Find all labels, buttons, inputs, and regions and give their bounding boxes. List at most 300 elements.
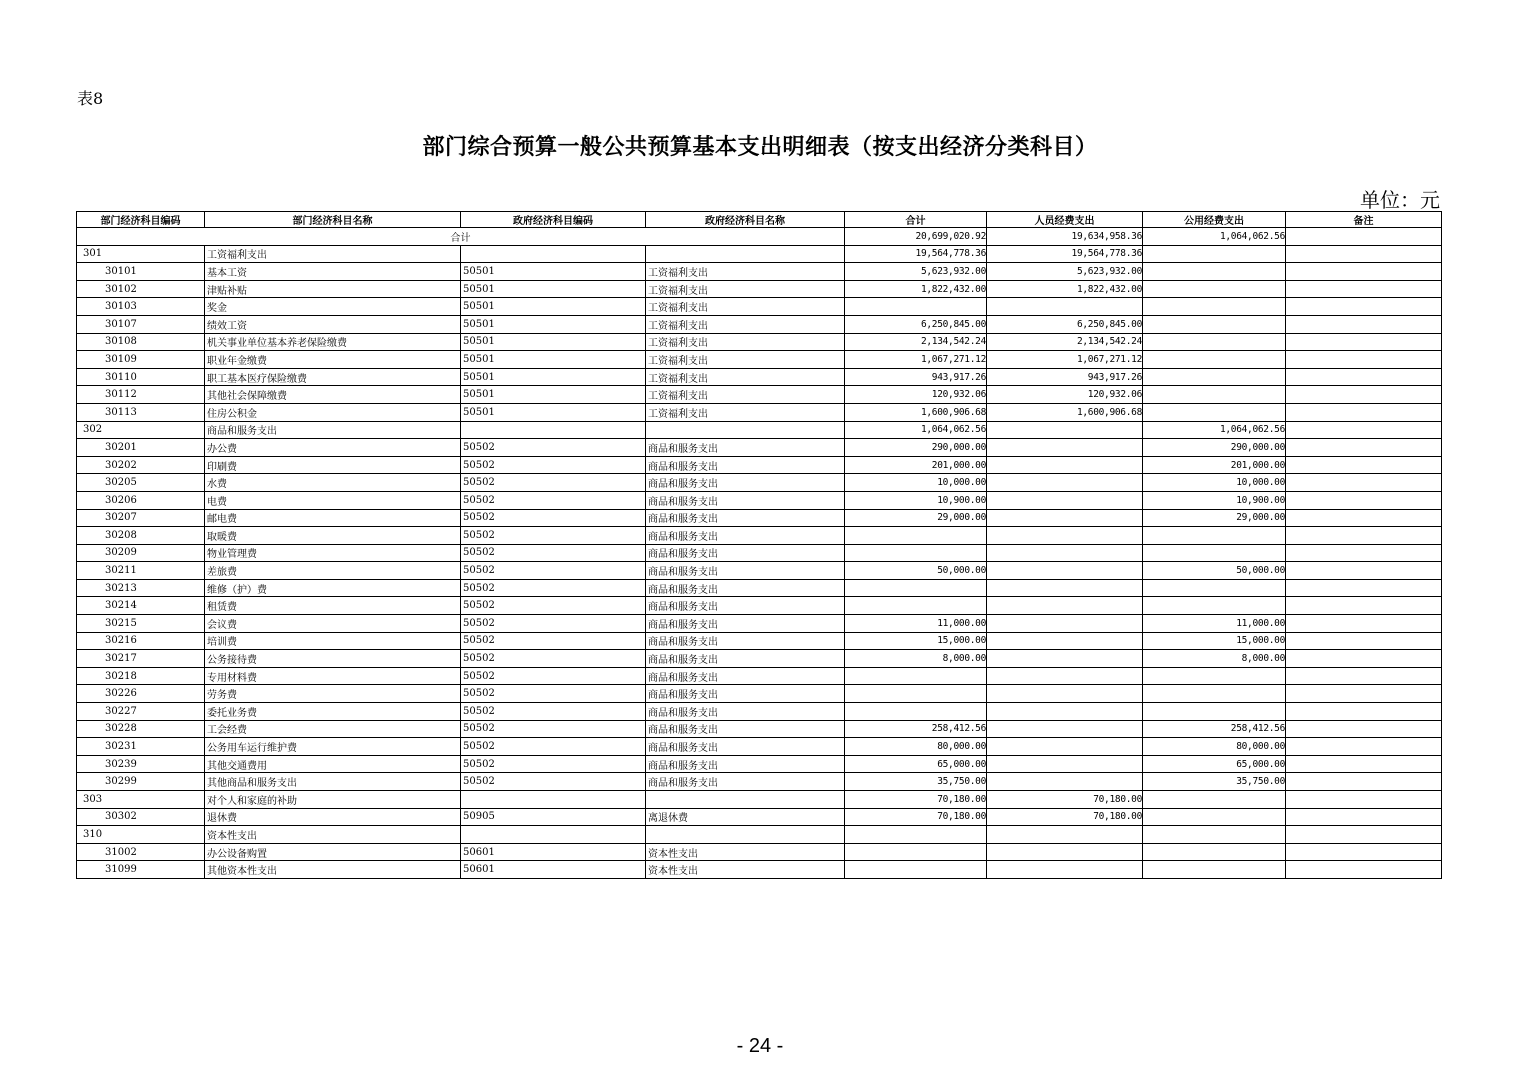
public-amount [1143,579,1286,597]
total-amount [845,826,987,844]
page-title: 部门综合预算一般公共预算基本支出明细表（按支出经济分类科目） [422,134,1098,160]
account-code: 30109 [77,351,205,369]
table-row [77,615,1442,633]
gov-name: 资本性支出 [646,861,845,879]
account-code: 30231 [77,738,205,756]
account-code: 30205 [77,474,205,492]
table-row [77,368,1442,386]
gov-code: 50501 [461,368,646,386]
account-name: 会议费 [205,615,461,633]
total-amount: 70,180.00 [845,808,987,826]
gov-code: 50502 [461,632,646,650]
account-code: 30103 [77,298,205,316]
account-name: 其他资本性支出 [205,861,461,879]
public-amount [1143,280,1286,298]
table-row [77,720,1442,738]
personnel-amount [987,544,1143,562]
gov-name: 商品和服务支出 [646,509,845,527]
gov-code: 50502 [461,527,646,545]
account-code: 30215 [77,615,205,633]
column-header: 合计 [845,212,987,228]
account-code: 30239 [77,755,205,773]
gov-name: 工资福利支出 [646,386,845,404]
note [1286,720,1442,738]
account-code: 30226 [77,685,205,703]
public-amount [1143,808,1286,826]
public-amount: 8,000.00 [1143,650,1286,668]
gov-name: 商品和服务支出 [646,685,845,703]
note [1286,421,1442,439]
gov-name: 商品和服务支出 [646,703,845,721]
account-name: 其他交通费用 [205,755,461,773]
account-code: 30113 [77,403,205,421]
account-name: 绩效工资 [205,315,461,333]
public-amount: 10,000.00 [1143,474,1286,492]
personnel-amount [987,632,1143,650]
note [1286,439,1442,457]
budget-table [76,211,1442,879]
account-name: 委托业务费 [205,703,461,721]
table-row [77,386,1442,404]
account-name: 培训费 [205,632,461,650]
account-name: 印刷费 [205,456,461,474]
gov-code: 50502 [461,615,646,633]
table-row [77,667,1442,685]
note [1286,456,1442,474]
total-amount [845,667,987,685]
public-amount [1143,685,1286,703]
account-name: 基本工资 [205,263,461,281]
account-code: 30207 [77,509,205,527]
account-code: 30108 [77,333,205,351]
unit-label: 单位：元 [1360,188,1440,212]
account-code: 30101 [77,263,205,281]
personnel-amount [987,456,1143,474]
gov-code: 50501 [461,386,646,404]
personnel-amount: 70,180.00 [987,808,1143,826]
gov-code: 50502 [461,562,646,580]
gov-name: 工资福利支出 [646,403,845,421]
note [1286,773,1442,791]
personnel-amount [987,474,1143,492]
total-amount: 29,000.00 [845,509,987,527]
public-amount: 290,000.00 [1143,439,1286,457]
gov-name: 资本性支出 [646,843,845,861]
account-code: 30211 [77,562,205,580]
gov-name [646,791,845,809]
gov-name: 商品和服务支出 [646,597,845,615]
gov-name: 商品和服务支出 [646,527,845,545]
public-amount: 65,000.00 [1143,755,1286,773]
gov-name: 商品和服务支出 [646,456,845,474]
note [1286,491,1442,509]
total-amount [845,843,987,861]
gov-code: 50502 [461,650,646,668]
public-amount [1143,527,1286,545]
public-amount [1143,315,1286,333]
note [1286,544,1442,562]
total-amount: 1,064,062.56 [845,421,987,439]
account-name: 机关事业单位基本养老保险缴费 [205,333,461,351]
total-amount [845,298,987,316]
total-amount [845,597,987,615]
personnel-amount [987,562,1143,580]
account-name: 奖金 [205,298,461,316]
public-amount: 10,900.00 [1143,491,1286,509]
gov-code: 50501 [461,298,646,316]
gov-name: 商品和服务支出 [646,755,845,773]
total-amount: 2,134,542.24 [845,333,987,351]
public-amount [1143,703,1286,721]
account-code: 30217 [77,650,205,668]
table-row [77,351,1442,369]
note [1286,615,1442,633]
gov-name: 商品和服务支出 [646,474,845,492]
gov-name: 工资福利支出 [646,315,845,333]
gov-code: 50905 [461,808,646,826]
account-name: 退休费 [205,808,461,826]
total-amount: 20,699,020.92 [845,228,987,246]
total-amount: 290,000.00 [845,439,987,457]
note [1286,632,1442,650]
gov-code: 50502 [461,509,646,527]
gov-name: 商品和服务支出 [646,491,845,509]
note [1286,738,1442,756]
account-name: 差旅费 [205,562,461,580]
total-amount: 15,000.00 [845,632,987,650]
gov-code: 50501 [461,333,646,351]
gov-name: 商品和服务支出 [646,562,845,580]
public-amount: 1,064,062.56 [1143,421,1286,439]
personnel-amount: 1,067,271.12 [987,351,1143,369]
public-amount [1143,544,1286,562]
total-personnel: 19,634,958.36 [987,228,1143,246]
table-row [77,245,1442,263]
public-amount: 29,000.00 [1143,509,1286,527]
personnel-amount: 6,250,845.00 [987,315,1143,333]
account-code: 30107 [77,315,205,333]
public-amount [1143,298,1286,316]
account-code: 31099 [77,861,205,879]
note [1286,843,1442,861]
total-amount: 943,917.26 [845,368,987,386]
account-name: 办公费 [205,439,461,457]
table-row [77,650,1442,668]
personnel-amount [987,826,1143,844]
table-row [77,738,1442,756]
account-name: 资本性支出 [205,826,461,844]
public-amount: 11,000.00 [1143,615,1286,633]
note [1286,298,1442,316]
total-amount: 11,000.00 [845,615,987,633]
public-amount: 50,000.00 [1143,562,1286,580]
account-name: 公务接待费 [205,650,461,668]
account-code: 30208 [77,527,205,545]
total-amount: 10,000.00 [845,474,987,492]
table-row [77,632,1442,650]
personnel-amount: 2,134,542.24 [987,333,1143,351]
note [1286,280,1442,298]
note [1286,263,1442,281]
account-code: 30213 [77,579,205,597]
gov-code: 50502 [461,456,646,474]
public-amount [1143,597,1286,615]
table-row [77,703,1442,721]
gov-code [461,421,646,439]
gov-name: 工资福利支出 [646,298,845,316]
gov-name: 商品和服务支出 [646,615,845,633]
table-row [77,579,1442,597]
gov-name: 商品和服务支出 [646,773,845,791]
gov-code: 50502 [461,544,646,562]
table-row [77,456,1442,474]
public-amount [1143,861,1286,879]
public-amount [1143,403,1286,421]
gov-name: 工资福利支出 [646,333,845,351]
account-name: 取暖费 [205,527,461,545]
total-amount: 35,750.00 [845,773,987,791]
gov-name: 商品和服务支出 [646,632,845,650]
personnel-amount [987,439,1143,457]
total-public: 1,064,062.56 [1143,228,1286,246]
public-amount [1143,333,1286,351]
account-code: 30112 [77,386,205,404]
personnel-amount [987,597,1143,615]
personnel-amount [987,650,1143,668]
gov-name: 商品和服务支出 [646,439,845,457]
gov-name: 商品和服务支出 [646,579,845,597]
public-amount: 80,000.00 [1143,738,1286,756]
personnel-amount [987,755,1143,773]
personnel-amount: 120,932.06 [987,386,1143,404]
total-amount: 50,000.00 [845,562,987,580]
public-amount [1143,843,1286,861]
account-name: 劳务费 [205,685,461,703]
table-row [77,843,1442,861]
table-row [77,527,1442,545]
note [1286,861,1442,879]
note [1286,562,1442,580]
account-code: 30228 [77,720,205,738]
gov-code: 50501 [461,403,646,421]
total-amount [845,703,987,721]
personnel-amount [987,421,1143,439]
gov-code: 50501 [461,315,646,333]
gov-name [646,421,845,439]
note [1286,403,1442,421]
account-name: 津贴补贴 [205,280,461,298]
note [1286,315,1442,333]
total-amount [845,861,987,879]
gov-code: 50501 [461,351,646,369]
account-name: 物业管理费 [205,544,461,562]
total-amount [845,579,987,597]
account-name: 其他商品和服务支出 [205,773,461,791]
account-code: 30201 [77,439,205,457]
note [1286,597,1442,615]
personnel-amount [987,861,1143,879]
personnel-amount: 19,564,778.36 [987,245,1143,263]
account-name: 商品和服务支出 [205,421,461,439]
table-row [77,280,1442,298]
gov-code: 50502 [461,579,646,597]
gov-name: 工资福利支出 [646,368,845,386]
gov-code: 50601 [461,861,646,879]
note [1286,474,1442,492]
total-amount [845,544,987,562]
personnel-amount: 5,623,932.00 [987,263,1143,281]
gov-code: 50502 [461,439,646,457]
account-code: 30227 [77,703,205,721]
column-header: 备注 [1286,212,1442,228]
note [1286,703,1442,721]
gov-code: 50601 [461,843,646,861]
account-code: 31002 [77,843,205,861]
personnel-amount [987,773,1143,791]
account-code: 30214 [77,597,205,615]
public-amount [1143,245,1286,263]
note [1286,579,1442,597]
note [1286,386,1442,404]
note [1286,509,1442,527]
account-code: 30110 [77,368,205,386]
account-name: 邮电费 [205,509,461,527]
table-label: 表8 [77,89,104,108]
total-amount: 1,067,271.12 [845,351,987,369]
table-row [77,597,1442,615]
table-row [77,263,1442,281]
personnel-amount: 1,822,432.00 [987,280,1143,298]
personnel-amount [987,667,1143,685]
personnel-amount [987,298,1143,316]
account-code: 303 [77,791,205,809]
account-name: 职工基本医疗保险缴费 [205,368,461,386]
account-code: 310 [77,826,205,844]
public-amount [1143,826,1286,844]
note [1286,808,1442,826]
gov-name: 商品和服务支出 [646,544,845,562]
personnel-amount [987,738,1143,756]
gov-code: 50502 [461,474,646,492]
gov-name: 商品和服务支出 [646,650,845,668]
gov-code: 50501 [461,280,646,298]
account-name: 办公设备购置 [205,843,461,861]
account-name: 工资福利支出 [205,245,461,263]
public-amount: 258,412.56 [1143,720,1286,738]
total-amount: 5,623,932.00 [845,263,987,281]
column-header: 公用经费支出 [1143,212,1286,228]
total-amount: 120,932.06 [845,386,987,404]
personnel-amount [987,579,1143,597]
gov-code: 50502 [461,703,646,721]
gov-name: 商品和服务支出 [646,738,845,756]
account-name: 租赁费 [205,597,461,615]
note [1286,650,1442,668]
table-row [77,685,1442,703]
account-code: 30206 [77,491,205,509]
column-header: 部门经济科目名称 [205,212,461,228]
table-row [77,808,1442,826]
gov-code: 50502 [461,491,646,509]
page-number: - 24 - [736,1035,784,1057]
personnel-amount: 70,180.00 [987,791,1143,809]
table-row [77,333,1442,351]
total-amount: 10,900.00 [845,491,987,509]
total-amount: 70,180.00 [845,791,987,809]
account-code: 30202 [77,456,205,474]
note [1286,333,1442,351]
public-amount: 201,000.00 [1143,456,1286,474]
public-amount [1143,791,1286,809]
note [1286,791,1442,809]
gov-name: 商品和服务支出 [646,720,845,738]
public-amount [1143,263,1286,281]
table-row [77,509,1442,527]
total-amount: 65,000.00 [845,755,987,773]
public-amount: 15,000.00 [1143,632,1286,650]
public-amount: 35,750.00 [1143,773,1286,791]
column-header: 人员经费支出 [987,212,1143,228]
table-row [77,421,1442,439]
personnel-amount: 943,917.26 [987,368,1143,386]
gov-code [461,826,646,844]
table-row [77,861,1442,879]
total-amount: 1,600,906.68 [845,403,987,421]
gov-code: 50502 [461,685,646,703]
public-amount [1143,368,1286,386]
total-amount: 6,250,845.00 [845,315,987,333]
gov-name: 工资福利支出 [646,263,845,281]
account-name: 对个人和家庭的补助 [205,791,461,809]
total-label: 合计 [77,228,845,246]
total-row [77,228,1442,246]
account-name: 住房公积金 [205,403,461,421]
account-name: 水费 [205,474,461,492]
table-row [77,544,1442,562]
total-amount: 8,000.00 [845,650,987,668]
table-row [77,491,1442,509]
gov-name: 工资福利支出 [646,280,845,298]
personnel-amount [987,491,1143,509]
account-code: 30218 [77,667,205,685]
total-amount [845,527,987,545]
account-code: 302 [77,421,205,439]
column-header: 政府经济科目名称 [646,212,845,228]
total-amount [845,685,987,703]
gov-name: 商品和服务支出 [646,667,845,685]
note [1286,826,1442,844]
table-row [77,439,1442,457]
gov-code [461,791,646,809]
note [1286,351,1442,369]
gov-name [646,826,845,844]
account-name: 公务用车运行维护费 [205,738,461,756]
note [1286,667,1442,685]
account-name: 专用材料费 [205,667,461,685]
total-amount: 80,000.00 [845,738,987,756]
note [1286,245,1442,263]
table-row [77,773,1442,791]
column-header: 部门经济科目编码 [77,212,205,228]
gov-code: 50502 [461,773,646,791]
account-name: 维修（护）费 [205,579,461,597]
gov-code: 50501 [461,263,646,281]
table-row [77,315,1442,333]
personnel-amount [987,615,1143,633]
note [1286,755,1442,773]
table-row [77,562,1442,580]
table-row [77,474,1442,492]
